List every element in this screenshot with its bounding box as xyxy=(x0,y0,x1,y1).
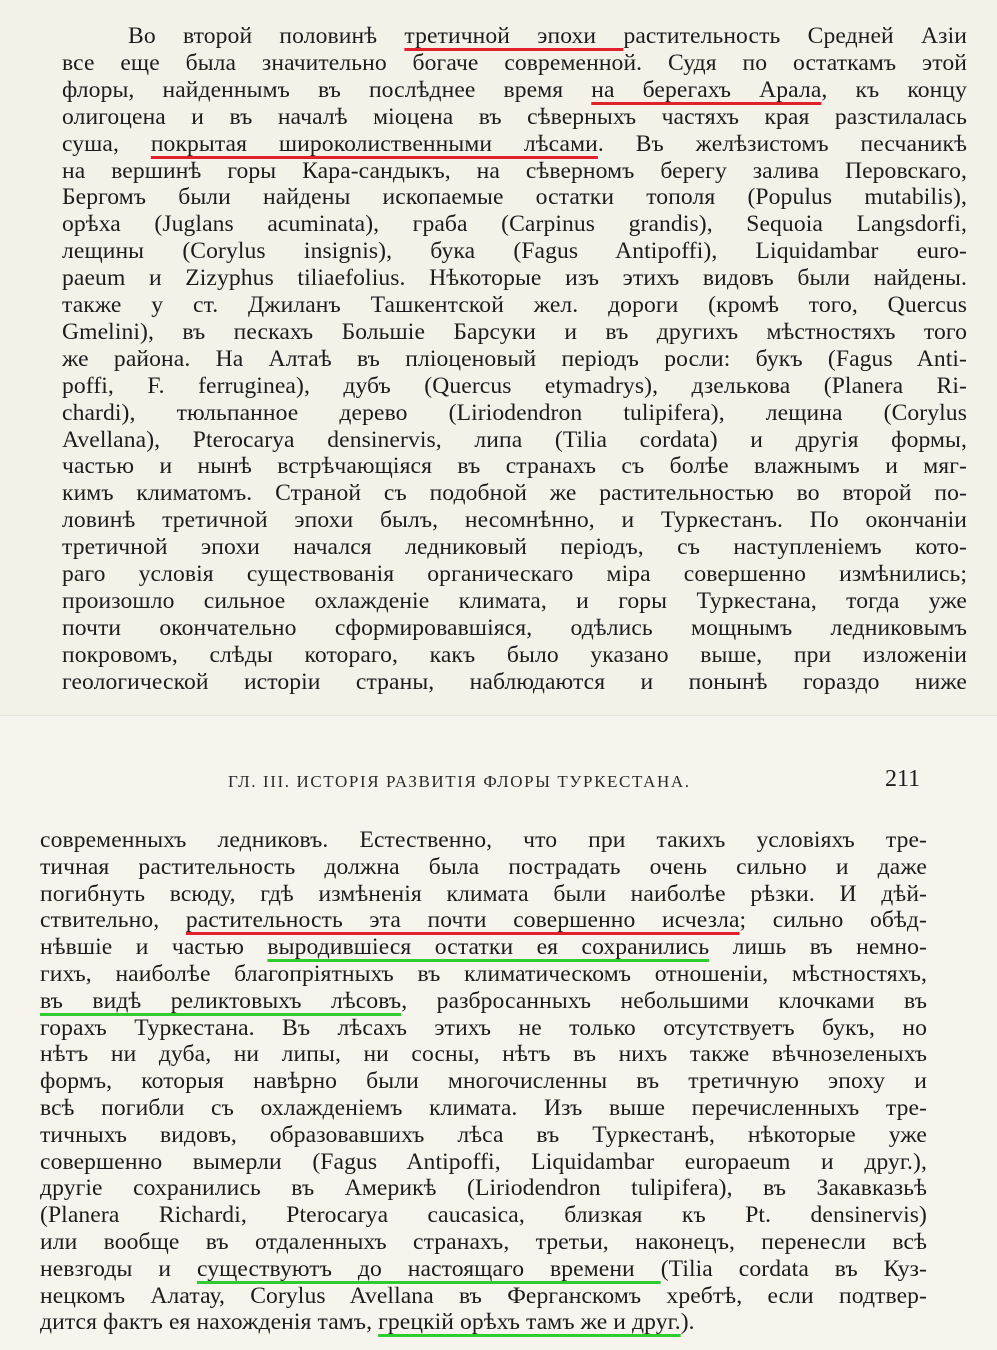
text-segment: тичная растительность должна была пострадать очень сильно и даже xyxy=(40,853,927,880)
text-segment: poffi, F. ferruginea), дубъ (Quercus etymadrys), дзелькова (Planera Ri- xyxy=(62,372,967,399)
text-line xyxy=(62,210,967,238)
text-segment: геологической исторіи страны, наблюдаются и понынѣ гораздо ниже xyxy=(62,668,967,695)
text-line xyxy=(40,826,927,854)
text-line xyxy=(62,372,967,400)
text-line xyxy=(40,853,927,881)
text-line xyxy=(40,987,927,1015)
text-line xyxy=(62,506,967,534)
red-underlined-phrase: на берегахъ Арала xyxy=(591,76,822,103)
green-underlined-phrase: выродившіеся остатки ея сохранились xyxy=(267,934,710,961)
text-line xyxy=(62,668,967,696)
text-line xyxy=(40,1148,927,1176)
text-segment: тичныхъ видовъ, образовавшихъ лѣса въ Туркестанѣ, нѣкоторые уже xyxy=(40,1121,927,1148)
text-segment: же района. На Алтаѣ въ пліоценовый періодъ росли: букъ (Fagus Anti- xyxy=(62,345,967,372)
text-line xyxy=(62,157,967,185)
running-head: ГЛ. III. ИСТОРІЯ РАЗВИТІЯ ФЛОРЫ ТУРКЕСТАНА. xyxy=(228,772,691,791)
text-segment: почти окончательно сформировавшіяся, одѣлись мощнымъ ледниковымъ xyxy=(62,614,967,641)
page-number: 211 xyxy=(885,766,921,792)
green-underlined-phrase: въ видѣ реликтовыхъ лѣсовъ xyxy=(40,987,402,1014)
text-segment: , къ концу xyxy=(821,76,967,103)
text-line xyxy=(40,880,927,908)
text-line xyxy=(62,641,967,669)
text-segment: chardi), тюльпанное дерево (Liriodendron tulipifera), лещина (Corylus xyxy=(62,399,967,426)
text-segment: ловинѣ третичной эпохи былъ, несомнѣнно, и Туркестанъ. По окончаніи xyxy=(62,507,967,534)
text-segment: покровомъ, слѣды котораго, какъ было указано выше, при изложеніи xyxy=(62,641,967,668)
text-segment: нецкомъ Алатау, Corylus Avellana въ Ферганскомъ хребтѣ, если подтвер- xyxy=(40,1282,927,1309)
text-line xyxy=(40,1308,927,1336)
text-line xyxy=(40,1094,927,1122)
text-segment: Во второй половинѣ xyxy=(128,23,405,49)
text-segment: (Planera Richardi, Pterocarya caucasica, близкая къ Pt. densinervis) xyxy=(40,1202,927,1229)
text-segment: олигоцена и въ началѣ міоцена въ сѣверныхъ частяхъ края разстилалась xyxy=(62,103,967,130)
text-segment: формъ, которыя навѣрно были многочисленны въ третичную эпоху и xyxy=(40,1068,927,1095)
text-line xyxy=(40,933,927,961)
text-segment: paeum и Zizyphus tiliaefolius. Нѣкоторые изъ этихъ видовъ были найдены. xyxy=(62,265,967,292)
text-line xyxy=(62,76,967,104)
text-line xyxy=(62,318,967,346)
text-segment: (Tilia cordata въ Куз- xyxy=(660,1255,927,1282)
text-segment: нѣвшіе и частью xyxy=(40,934,268,961)
green-underlined-phrase: грецкій орѣхъ тамъ же и друг. xyxy=(378,1309,681,1336)
text-line xyxy=(62,291,967,319)
text-line xyxy=(40,1014,927,1042)
text-segment: произошло сильное охлажденіе климата, и горы Туркестана, тогда уже xyxy=(62,587,967,614)
text-segment: совершенно вымерли (Fagus Antipoffi, Liquidambar europaeum и друг.), xyxy=(40,1148,927,1175)
text-segment: частью и нынѣ встрѣчающіяся въ странахъ съ болѣе влажнымъ и мяг- xyxy=(62,453,967,480)
red-underlined-phrase: третичной эпохи xyxy=(404,23,624,49)
text-line xyxy=(128,22,967,50)
text-segment: на вершинѣ горы Кара-сандыкъ, на сѣверномъ берегу залива Перовскаго, xyxy=(62,157,967,184)
text-line xyxy=(62,237,967,265)
text-line xyxy=(40,1228,927,1256)
text-line xyxy=(62,264,967,292)
text-segment: погибнуть всюду, гдѣ измѣненія климата были наиболѣе рѣзки. И дѣй- xyxy=(40,880,927,907)
text-line xyxy=(40,960,927,988)
text-segment: или вообще въ отдаленныхъ странахъ, третьи, наконецъ, перенесли всѣ xyxy=(40,1229,927,1255)
text-segment: лещины (Corylus insignis), бука (Fagus Antipoffi), Liquidambar euro- xyxy=(62,238,967,265)
text-line xyxy=(62,183,967,211)
text-segment: невзгоды и xyxy=(40,1255,197,1282)
text-line xyxy=(62,614,967,642)
text-line xyxy=(40,1201,927,1229)
text-line xyxy=(62,560,967,588)
text-line xyxy=(62,426,967,454)
text-line xyxy=(40,1121,927,1149)
text-segment: растительность Средней Азіи xyxy=(623,23,967,49)
green-underlined-phrase: существуютъ до настоящаго времени xyxy=(196,1255,661,1282)
text-line xyxy=(40,1282,927,1310)
text-line xyxy=(40,1255,927,1283)
text-segment: современныхъ ледниковъ. Естественно, что при такихъ условіяхъ тре- xyxy=(40,827,927,853)
text-segment: все еще была значительно богаче современной. Судя по остаткамъ этой xyxy=(62,49,967,76)
bottom-page-fragment xyxy=(0,715,997,1350)
text-line xyxy=(40,1067,927,1095)
red-underlined-phrase: растительность эта почти совершенно исчезла xyxy=(185,907,740,934)
text-line xyxy=(40,1040,927,1068)
text-segment: горахъ Туркестана. Въ лѣсахъ этихъ не только отсутствуетъ букъ, но xyxy=(40,1014,927,1041)
text-segment: нѣтъ ни дуба, ни липы, ни сосны, нѣтъ въ нихъ также вѣчнозеленыхъ xyxy=(40,1041,927,1068)
text-segment: ствительно, xyxy=(40,907,186,934)
text-segment: суша, xyxy=(62,130,151,157)
text-segment: Avellana), Pterocarya densinervis, липа (Tilia cordata) и другія формы, xyxy=(62,426,967,453)
text-segment: , разбросанныхъ небольшими клочками въ xyxy=(401,987,927,1014)
text-line xyxy=(40,1174,927,1202)
text-line xyxy=(62,399,967,427)
text-segment: раго условія существованія органическаго міра совершенно измѣнились; xyxy=(62,561,967,587)
text-segment: лишь въ немно- xyxy=(709,934,928,961)
text-segment: орѣха (Juglans acuminata), граба (Carpinus grandis), Sequoia Langsdorfi, xyxy=(62,211,967,238)
text-line xyxy=(62,479,967,507)
text-segment: третичной эпохи начался ледниковый періодъ, съ наступленіемъ кото- xyxy=(62,534,967,561)
text-line xyxy=(62,452,967,480)
text-segment: другіе сохранились въ Америкѣ (Liriodendron tulipifera), въ Закавказьѣ xyxy=(40,1175,927,1202)
text-line xyxy=(62,533,967,561)
text-line xyxy=(62,103,967,131)
text-segment: дится фактъ ея нахожденія тамъ, xyxy=(40,1309,379,1336)
text-segment: всѣ погибли съ охлажденіемъ климата. Изъ выше перечисленныхъ тре- xyxy=(40,1095,927,1121)
text-segment: Gmelini), въ пескахъ Большіе Барсуки и въ другихъ мѣстностяхъ того xyxy=(62,318,967,345)
text-segment: гихъ, наиболѣе благопріятныхъ въ климатическомъ отношеніи, мѣстностяхъ, xyxy=(40,961,927,987)
text-line xyxy=(62,49,967,77)
text-segment: Бергомъ были найдены ископаемые остатки тополя (Populus mutabilis), xyxy=(62,184,967,211)
red-underlined-phrase: покрытая широколиственными лѣсами xyxy=(150,130,598,157)
text-segment: ). xyxy=(680,1309,695,1336)
text-segment: также у ст. Джиланъ Ташкентской жел. дороги (кромѣ того, Quercus xyxy=(62,292,967,318)
text-segment: . Въ желѣзистомъ песчаникѣ xyxy=(597,130,967,157)
text-line xyxy=(62,587,967,615)
text-line xyxy=(62,345,967,373)
text-line xyxy=(62,130,967,158)
text-line xyxy=(40,906,927,934)
text-segment: ; сильно обѣд- xyxy=(739,907,927,934)
text-segment: кимъ климатомъ. Страной съ подобной же растительностью во второй по- xyxy=(62,480,967,507)
text-segment: флоры, найденнымъ въ послѣднее время xyxy=(62,76,592,103)
